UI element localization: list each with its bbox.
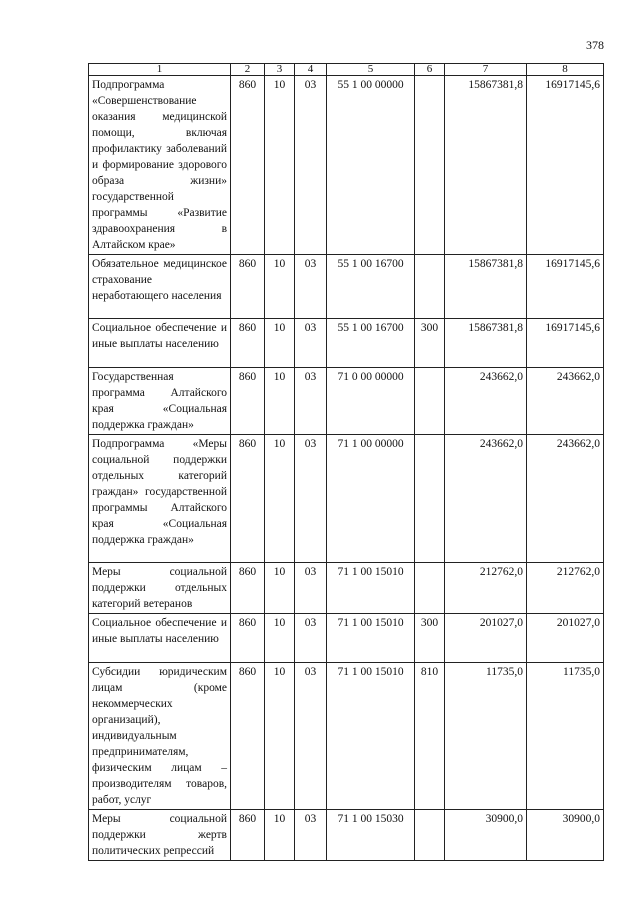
page-number: 378	[586, 38, 604, 52]
row-expense-type	[415, 563, 445, 614]
row-amount-1: 201027,0	[445, 614, 527, 663]
row-amount-2: 30900,0	[527, 810, 604, 861]
row-amount-1: 15867381,8	[445, 319, 527, 368]
row-expense-type: 810	[415, 663, 445, 810]
row-target-article: 71 1 00 15010	[327, 614, 415, 663]
row-name: Социальное обеспечение и иные выплаты населению	[89, 614, 231, 663]
row-subsection: 03	[295, 368, 327, 435]
row-subsection: 03	[295, 255, 327, 319]
table-row	[89, 76, 604, 255]
table-row	[89, 435, 604, 563]
header-cell: 6	[415, 64, 445, 76]
row-expense-type	[415, 368, 445, 435]
row-section: 10	[265, 255, 295, 319]
row-admin-code: 860	[231, 435, 265, 563]
table-row	[89, 368, 604, 435]
row-amount-1: 243662,0	[445, 368, 527, 435]
row-expense-type: 300	[415, 614, 445, 663]
row-expense-type	[415, 255, 445, 319]
row-amount-1: 11735,0	[445, 663, 527, 810]
budget-table	[88, 63, 604, 861]
table-row	[89, 255, 604, 319]
row-subsection: 03	[295, 319, 327, 368]
row-target-article: 71 1 00 15010	[327, 563, 415, 614]
row-amount-1: 15867381,8	[445, 255, 527, 319]
row-admin-code: 860	[231, 614, 265, 663]
row-admin-code: 860	[231, 368, 265, 435]
header-cell: 5	[327, 64, 415, 76]
row-expense-type	[415, 76, 445, 255]
row-section: 10	[265, 614, 295, 663]
row-amount-1: 30900,0	[445, 810, 527, 861]
row-admin-code: 860	[231, 319, 265, 368]
row-target-article: 55 1 00 16700	[327, 319, 415, 368]
row-amount-2: 243662,0	[527, 435, 604, 563]
row-name: Социальное обеспечение и иные выплаты населению	[89, 319, 231, 368]
header-cell: 3	[265, 64, 295, 76]
row-target-article: 55 1 00 16700	[327, 255, 415, 319]
table-body	[89, 76, 604, 861]
row-section: 10	[265, 319, 295, 368]
row-name: Меры социальной поддержки жертв политических репрессий	[89, 810, 231, 861]
row-name: Подпрограмма «Совершенствование оказания медицинской помощи, включая профилактику заболеваний и формирование здорового образа жизни» государственной программы «Развитие здравоохранения в Алтайском крае»	[89, 76, 231, 255]
row-section: 10	[265, 76, 295, 255]
header-cell: 4	[295, 64, 327, 76]
row-section: 10	[265, 563, 295, 614]
row-target-article: 71 1 00 00000	[327, 435, 415, 563]
row-target-article: 55 1 00 00000	[327, 76, 415, 255]
row-admin-code: 860	[231, 563, 265, 614]
header-cell: 1	[89, 64, 231, 76]
header-cell: 7	[445, 64, 527, 76]
row-admin-code: 860	[231, 810, 265, 861]
table-row	[89, 319, 604, 368]
row-subsection: 03	[295, 435, 327, 563]
row-section: 10	[265, 368, 295, 435]
row-amount-1: 212762,0	[445, 563, 527, 614]
row-admin-code: 860	[231, 76, 265, 255]
row-subsection: 03	[295, 76, 327, 255]
row-amount-2: 243662,0	[527, 368, 604, 435]
row-subsection: 03	[295, 614, 327, 663]
row-target-article: 71 0 00 00000	[327, 368, 415, 435]
table-row	[89, 663, 604, 810]
row-amount-2: 201027,0	[527, 614, 604, 663]
row-expense-type: 300	[415, 319, 445, 368]
table-row	[89, 810, 604, 861]
header-row	[89, 64, 604, 76]
row-target-article: 71 1 00 15030	[327, 810, 415, 861]
row-name: Обязательное медицинское страхование неработающего населения	[89, 255, 231, 319]
row-section: 10	[265, 810, 295, 861]
header-cell: 2	[231, 64, 265, 76]
row-amount-1: 15867381,8	[445, 76, 527, 255]
table-row	[89, 563, 604, 614]
row-subsection: 03	[295, 810, 327, 861]
table-header	[89, 64, 604, 76]
row-subsection: 03	[295, 563, 327, 614]
row-section: 10	[265, 663, 295, 810]
row-name: Государственная программа Алтайского края «Социальная поддержка граждан»	[89, 368, 231, 435]
table-row	[89, 614, 604, 663]
row-amount-1: 243662,0	[445, 435, 527, 563]
row-amount-2: 16917145,6	[527, 319, 604, 368]
row-admin-code: 860	[231, 255, 265, 319]
header-cell: 8	[527, 64, 604, 76]
row-name: Меры социальной поддержки отдельных категорий ветеранов	[89, 563, 231, 614]
row-admin-code: 860	[231, 663, 265, 810]
row-amount-2: 16917145,6	[527, 255, 604, 319]
row-amount-2: 16917145,6	[527, 76, 604, 255]
row-name: Подпрограмма «Меры социальной поддержки отдельных категорий граждан» государственной программы Алтайского края «Социальная поддержка граждан»	[89, 435, 231, 563]
row-subsection: 03	[295, 663, 327, 810]
row-target-article: 71 1 00 15010	[327, 663, 415, 810]
row-name: Субсидии юридическим лицам (кроме некоммерческих организаций), индивидуальным предпринимателям, физическим лицам – производителям товаров, работ, услуг	[89, 663, 231, 810]
row-expense-type	[415, 435, 445, 563]
row-section: 10	[265, 435, 295, 563]
row-amount-2: 11735,0	[527, 663, 604, 810]
row-amount-2: 212762,0	[527, 563, 604, 614]
row-expense-type	[415, 810, 445, 861]
